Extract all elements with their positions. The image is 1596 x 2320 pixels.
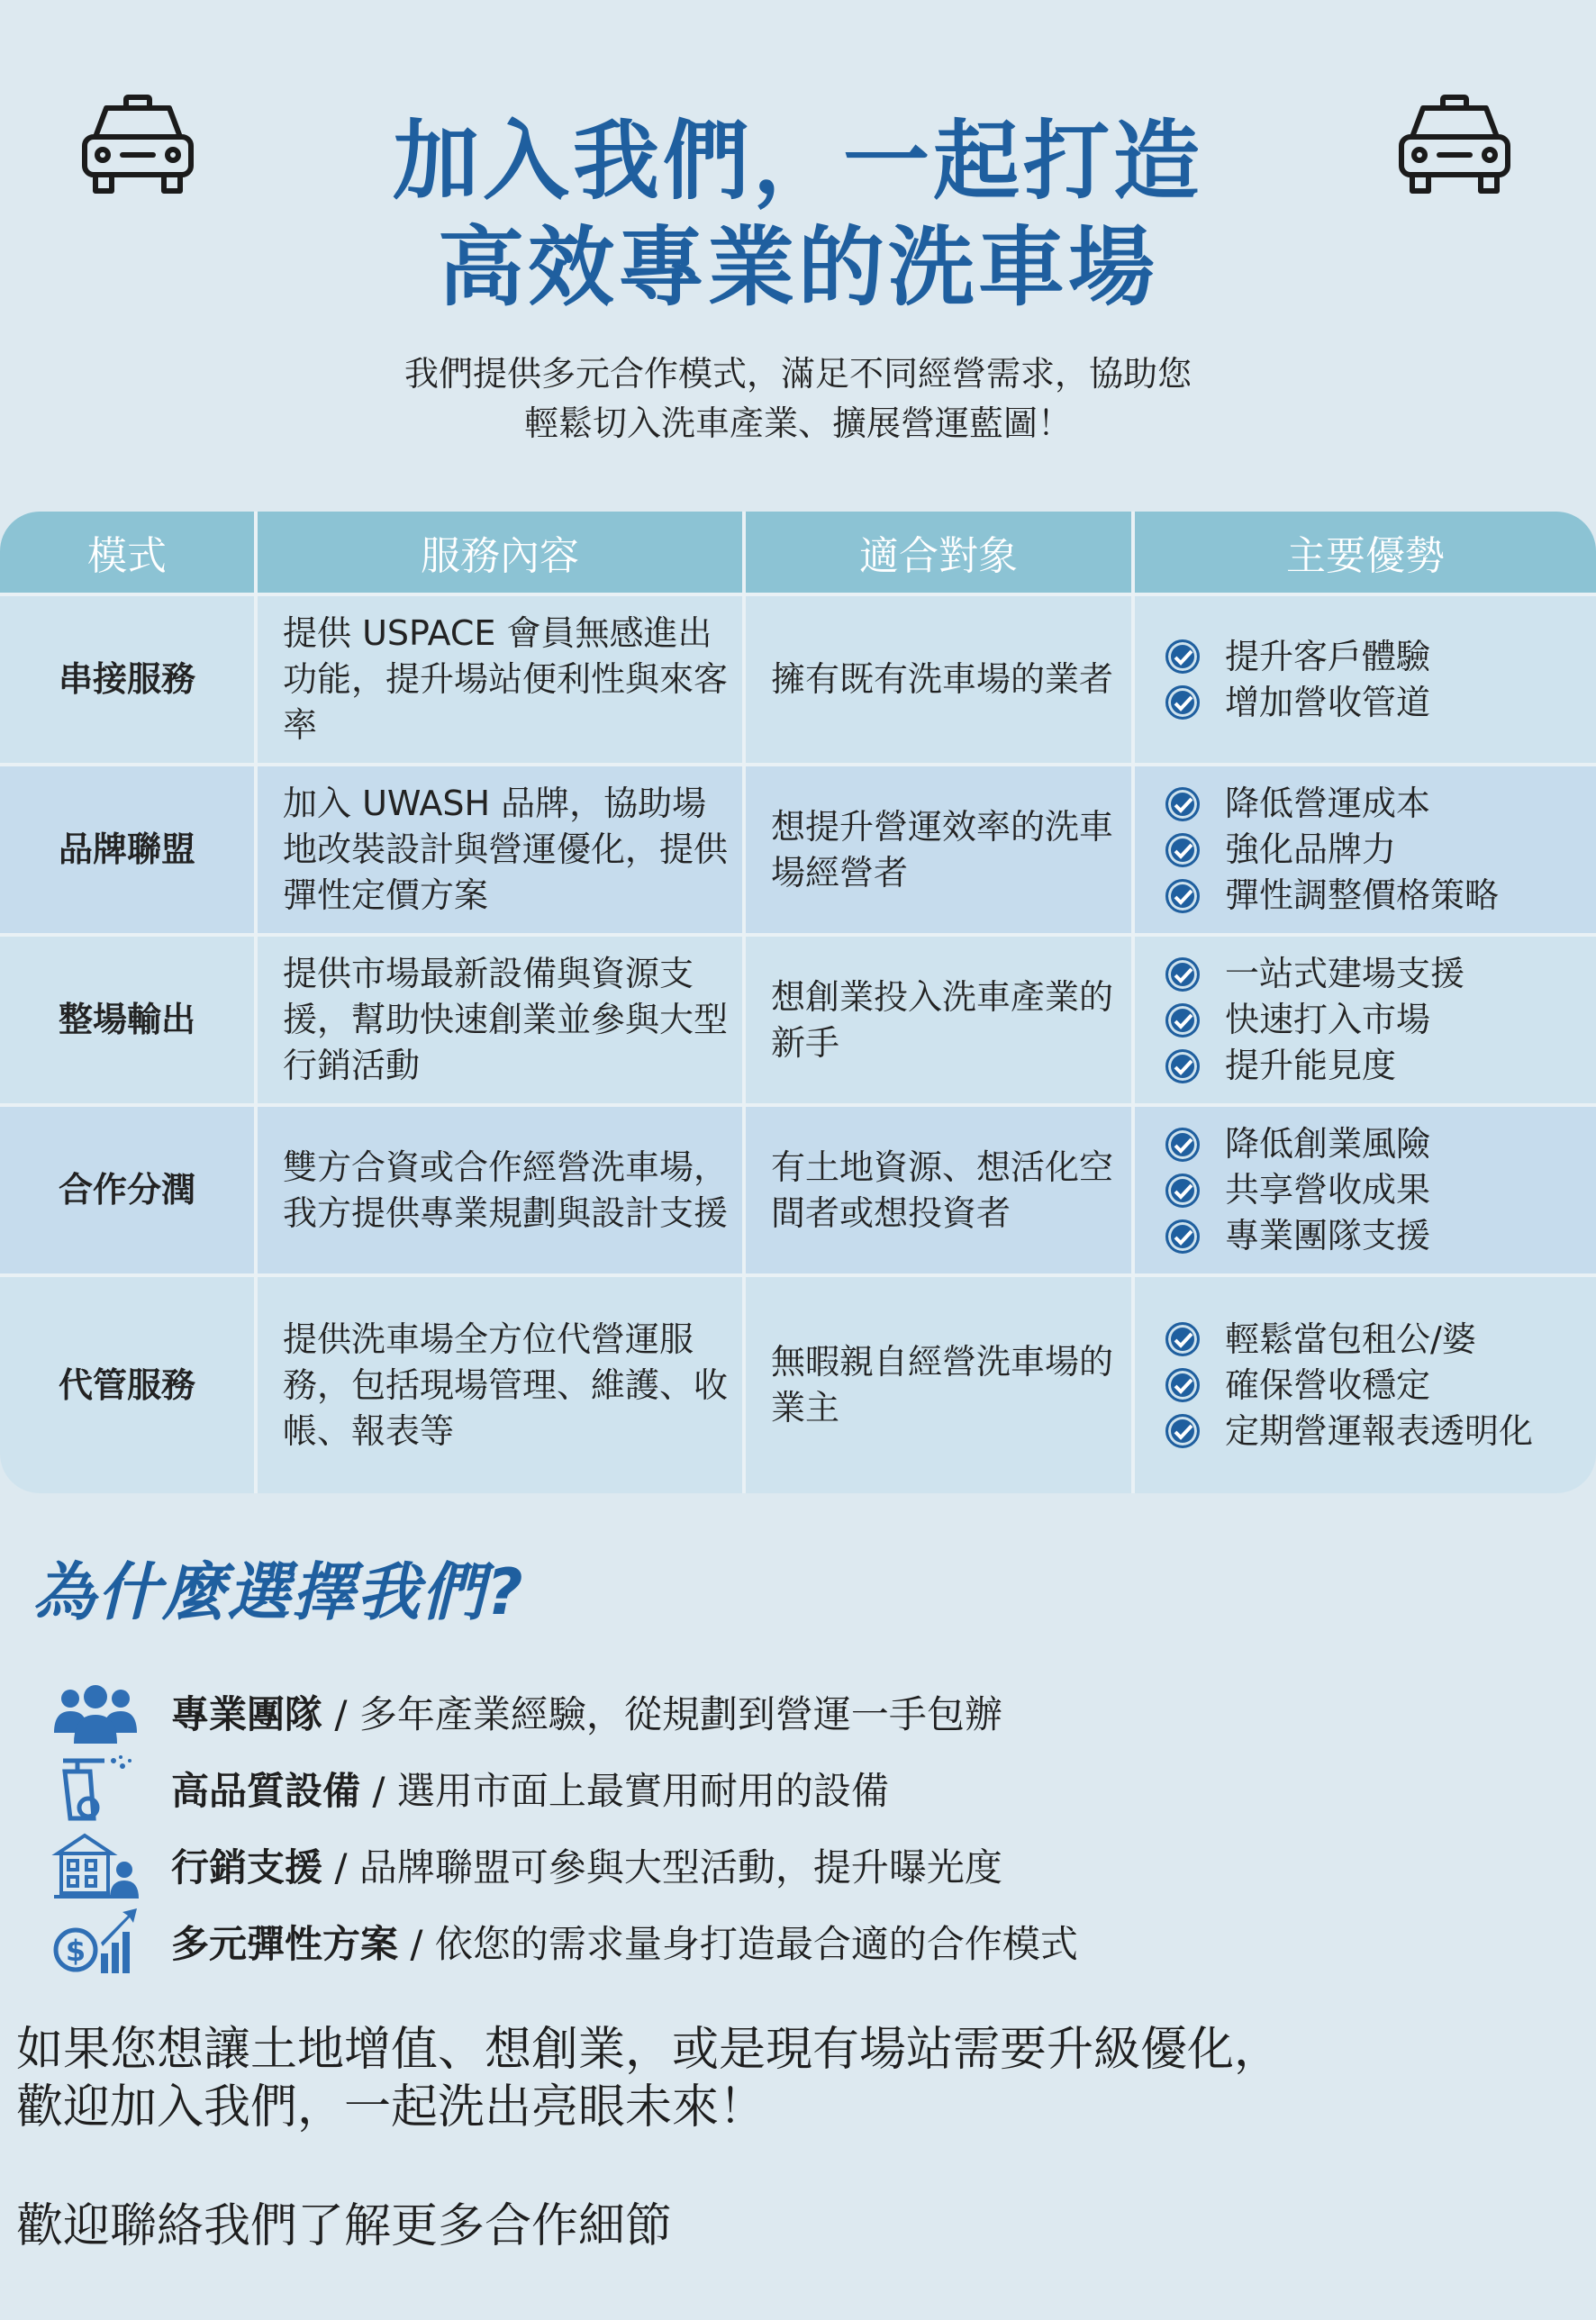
row-content: 雙方合資或合作經營洗車場，我方提供專業規劃與設計支援 xyxy=(258,1107,746,1277)
benefit-label: 降低營運成本 xyxy=(1225,784,1431,823)
why-item-desc: / 多年產業經驗，從規劃到營運一手包辦 xyxy=(322,1691,1002,1736)
intro-text xyxy=(0,349,1596,449)
benefit-label: 提升客戶體驗 xyxy=(1225,636,1431,676)
why-item-label: 多元彈性方案 xyxy=(171,1921,399,1966)
why-item-label: 高品質設備 xyxy=(171,1768,361,1813)
benefit-label: 一站式建場支援 xyxy=(1225,954,1465,993)
benefit-label: 專業團隊支援 xyxy=(1225,1216,1431,1255)
title-line-2: 高效專業的洗車場 xyxy=(438,217,1158,318)
benefit-label: 輕鬆當包租公/婆 xyxy=(1225,1319,1476,1359)
row-benefits xyxy=(1135,937,1596,1107)
why-item xyxy=(50,1750,1078,1826)
benefit-label: 提升能見度 xyxy=(1225,1046,1397,1085)
row-target: 有土地資源、想活化空間者或想投資者 xyxy=(746,1107,1135,1277)
check-circle-icon xyxy=(1165,1049,1200,1083)
row-content: 提供市場最新設備與資源支援，幫助快速創業並參與大型行銷活動 xyxy=(258,937,746,1107)
check-circle-icon xyxy=(1165,787,1200,821)
why-item-label: 行銷支援 xyxy=(171,1844,323,1890)
benefit-item xyxy=(1165,1167,1596,1213)
row-target: 想提升營運效率的洗車場經營者 xyxy=(746,766,1135,937)
benefit-label: 快速打入市場 xyxy=(1225,1000,1431,1039)
row-mode: 串接服務 xyxy=(0,596,258,766)
check-circle-icon xyxy=(1165,1174,1200,1208)
row-content: 提供 USPACE 會員無感進出功能，提升場站便利性與來客率 xyxy=(258,596,746,766)
benefit-item xyxy=(1165,951,1596,997)
header-content: 服務內容 xyxy=(258,512,746,596)
svg-text:$: $ xyxy=(65,1933,86,1968)
row-benefits xyxy=(1135,1277,1596,1493)
why-item-desc: / 品牌聯盟可參與大型活動，提升曝光度 xyxy=(322,1844,1002,1890)
row-benefits xyxy=(1135,596,1596,766)
check-circle-icon xyxy=(1165,1322,1200,1356)
why-list xyxy=(50,1673,1078,1980)
row-mode: 整場輸出 xyxy=(0,937,258,1107)
why-item xyxy=(50,1673,1078,1750)
table-row xyxy=(0,766,1596,937)
why-item-desc: / 選用市面上最實用耐用的設備 xyxy=(360,1768,889,1813)
row-target: 想創業投入洗車產業的新手 xyxy=(746,937,1135,1107)
team-icon xyxy=(50,1677,141,1747)
benefit-label: 共享營收成果 xyxy=(1225,1170,1431,1210)
row-mode: 品牌聯盟 xyxy=(0,766,258,937)
why-choose-us-heading: 為什麼選擇我們? xyxy=(32,1555,525,1629)
benefit-item xyxy=(1165,873,1596,919)
benefit-item xyxy=(1165,1121,1596,1167)
header-mode: 模式 xyxy=(0,512,258,596)
table-row xyxy=(0,937,1596,1107)
closing-line-2: 歡迎加入我們，一起洗出亮眼未來！ xyxy=(16,2080,766,2134)
table-row xyxy=(0,1277,1596,1493)
check-circle-icon xyxy=(1165,879,1200,913)
benefit-item xyxy=(1165,997,1596,1043)
page-title xyxy=(0,108,1596,321)
money-growth-icon xyxy=(50,1907,141,1977)
benefit-item xyxy=(1165,1043,1596,1089)
row-content: 提供洗車場全方位代營運服務，包括現場管理、維護、收帳、報表等 xyxy=(258,1277,746,1493)
benefit-item xyxy=(1165,1363,1596,1409)
row-target: 無暇親自經營洗車場的業主 xyxy=(746,1277,1135,1493)
check-circle-icon xyxy=(1165,1128,1200,1162)
row-benefits xyxy=(1135,766,1596,937)
row-mode: 合作分潤 xyxy=(0,1107,258,1277)
benefit-item xyxy=(1165,1213,1596,1259)
cooperation-table xyxy=(0,512,1596,1493)
why-item xyxy=(50,1826,1078,1903)
intro-line-1: 我們提供多元合作模式，滿足不同經營需求，協助您 xyxy=(404,354,1192,394)
wash-equipment-icon xyxy=(50,1754,141,1824)
header-target: 適合對象 xyxy=(746,512,1135,596)
benefit-item xyxy=(1165,680,1596,726)
check-circle-icon xyxy=(1165,1219,1200,1254)
intro-line-2: 輕鬆切入洗車產業、擴展營運藍圖！ xyxy=(523,403,1072,443)
benefit-label: 強化品牌力 xyxy=(1225,829,1397,869)
benefit-label: 彈性調整價格策略 xyxy=(1225,875,1500,915)
check-circle-icon xyxy=(1165,833,1200,867)
why-item xyxy=(50,1903,1078,1980)
benefit-label: 定期營運報表透明化 xyxy=(1225,1410,1534,1451)
row-benefits xyxy=(1135,1107,1596,1277)
check-circle-icon xyxy=(1165,1414,1200,1448)
check-circle-icon xyxy=(1165,1368,1200,1402)
why-item-desc: / 依您的需求量身打造最合適的合作模式 xyxy=(398,1921,1078,1966)
closing-text xyxy=(16,2021,1281,2136)
benefit-item xyxy=(1165,781,1596,827)
check-circle-icon xyxy=(1165,639,1200,674)
check-circle-icon xyxy=(1165,957,1200,992)
benefit-item xyxy=(1165,827,1596,873)
row-target: 擁有既有洗車場的業者 xyxy=(746,596,1135,766)
check-circle-icon xyxy=(1165,1003,1200,1038)
benefit-item xyxy=(1165,1409,1596,1455)
contact-text: 歡迎聯絡我們了解更多合作細節 xyxy=(16,2199,673,2253)
table-header-row xyxy=(0,512,1596,596)
building-person-icon xyxy=(50,1830,141,1900)
row-content: 加入 UWASH 品牌，協助場地改裝設計與營運優化，提供彈性定價方案 xyxy=(258,766,746,937)
why-item-label: 專業團隊 xyxy=(171,1691,323,1736)
title-line-1: 加入我們，一起打造 xyxy=(393,111,1203,212)
benefit-item xyxy=(1165,1317,1596,1363)
benefit-label: 增加營收管道 xyxy=(1225,682,1431,722)
benefit-item xyxy=(1165,634,1596,680)
table-row xyxy=(0,1107,1596,1277)
header-benefits: 主要優勢 xyxy=(1135,512,1596,596)
benefit-label: 確保營收穩定 xyxy=(1225,1364,1431,1405)
row-mode: 代管服務 xyxy=(0,1277,258,1493)
table-row xyxy=(0,596,1596,766)
closing-line-1: 如果您想讓土地增值、想創業，或是現有場站需要升級優化， xyxy=(16,2023,1282,2077)
check-circle-icon xyxy=(1165,685,1200,720)
benefit-label: 降低創業風險 xyxy=(1225,1124,1431,1164)
